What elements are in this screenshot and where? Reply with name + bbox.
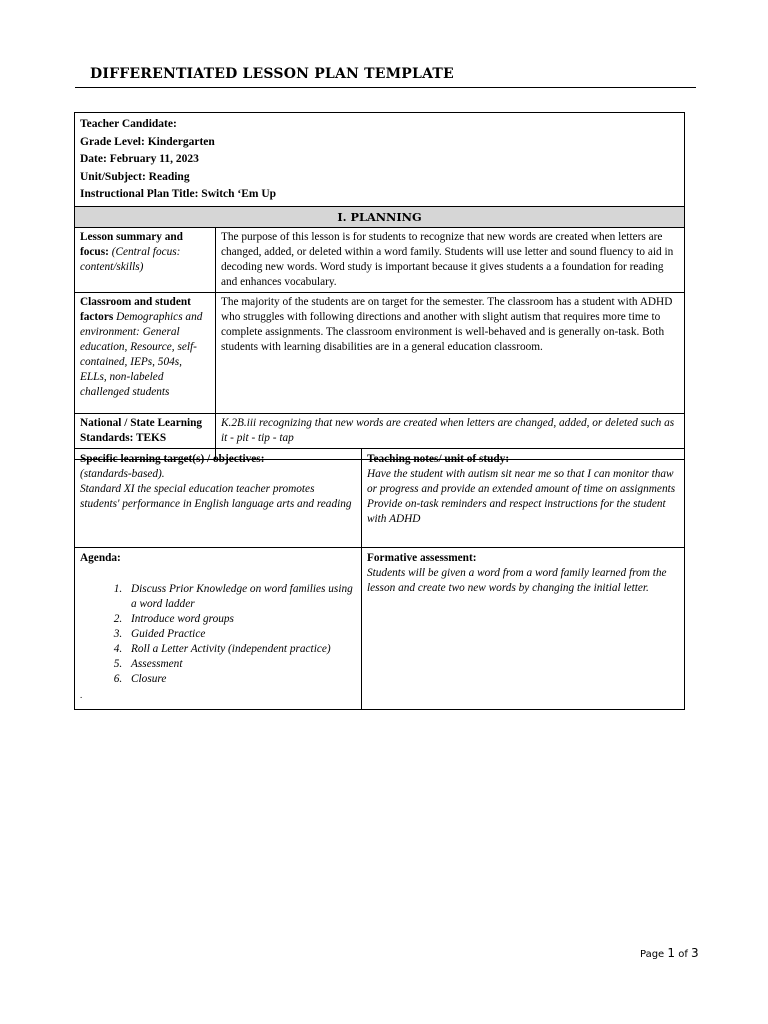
summary-note: (Central focus: content/skills): [80, 245, 181, 273]
factors-note: Demographics and environment: General education, Resource, self-contained, IEPs, 504s, ELLs, non-labeled challenged students: [80, 310, 203, 398]
page-word: Page: [640, 949, 668, 960]
standards-text: K.2B.iii recognizing that new words are created when letters are changed, added, or deleted such as it - pit - tip - tap: [216, 413, 685, 459]
objectives-table: [74, 448, 685, 710]
planning-table: [74, 112, 685, 460]
document-title: DIFFERENTIATED LESSON PLAN TEMPLATE: [90, 66, 454, 82]
teaching-notes-cell: [362, 449, 685, 548]
plan-title: Instructional Plan Title: Switch ‘Em Up: [80, 188, 277, 200]
objectives-text: Standard XI the special education teacher promotes students' performance in English language arts and reading: [80, 483, 352, 510]
title-underline: [75, 87, 696, 88]
teaching-notes-label: Teaching notes/ unit of study:: [367, 453, 510, 465]
standards-label: National / State Learning Standards: TEKS: [75, 413, 216, 459]
agenda-item: 3. Guided Practice: [125, 627, 356, 642]
agenda-list: [80, 582, 356, 687]
objectives-cell: [75, 449, 362, 548]
teaching-notes-text-1: Have the student with autism sit near me so that I can monitor thaw or progress and provide an extended amount of time on assignments: [367, 468, 676, 495]
agenda-item: 2. Introduce word groups: [125, 612, 356, 627]
objectives-label: Specific learning target(s) / objectives:: [80, 453, 265, 465]
agenda-item: 5. Assessment: [125, 657, 356, 672]
unit-subject: Unit/Subject: Reading: [80, 170, 190, 183]
page-total: 3: [691, 946, 699, 960]
summary-label-cell: [75, 227, 216, 292]
factors-text: The majority of the students are on target for the semester. The classroom has a student with ADHD who struggles with following directions and another with slight autism that requires more time to complete assignments. The classroom environment is well-behaved and is generally on-task. Both students with learning disabilities are in a general education classroom.: [216, 292, 685, 413]
teacher-candidate: Teacher Candidate:: [80, 118, 177, 130]
grade-level: Grade Level: Kindergarten: [80, 135, 215, 148]
teaching-notes-text-2: Provide on-task reminders and respect instructions for the student with ADHD: [367, 498, 666, 525]
factors-label-cell: [75, 292, 216, 413]
agenda-label: Agenda:: [80, 552, 121, 564]
factors-label: Classroom and student factors: [80, 295, 191, 323]
agenda-item: 4. Roll a Letter Activity (independent practice): [125, 642, 356, 657]
page-footer: [640, 946, 699, 960]
summary-text: The purpose of this lesson is for students to recognize that new words are created when letters are changed, added, or deleted within a word family. Students will use letter and sound fluency to aid in decoding new words. Word study is important because it gives students a a foundation for reading and enhances vocabulary.: [216, 227, 685, 292]
planning-heading: I. PLANNING: [75, 206, 685, 227]
of-word: of: [675, 949, 692, 960]
objectives-note: (standards-based).: [80, 468, 165, 480]
lesson-header-cell: [75, 113, 685, 207]
agenda-cell: [75, 548, 362, 710]
agenda-item: 6. Closure: [125, 672, 356, 687]
agenda-trailing-mark: .: [80, 690, 83, 700]
summary-label: Lesson summary and focus:: [80, 230, 183, 258]
lesson-date: Date: February 11, 2023: [80, 153, 199, 165]
formative-cell: [362, 548, 685, 710]
page-number: 1: [667, 946, 676, 960]
formative-label: Formative assessment:: [367, 552, 477, 564]
agenda-item: 1. Discuss Prior Knowledge on word families using a word ladder: [125, 582, 356, 612]
formative-text: Students will be given a word from a word family learned from the lesson and create two new words by changing the initial letter.: [367, 567, 667, 594]
